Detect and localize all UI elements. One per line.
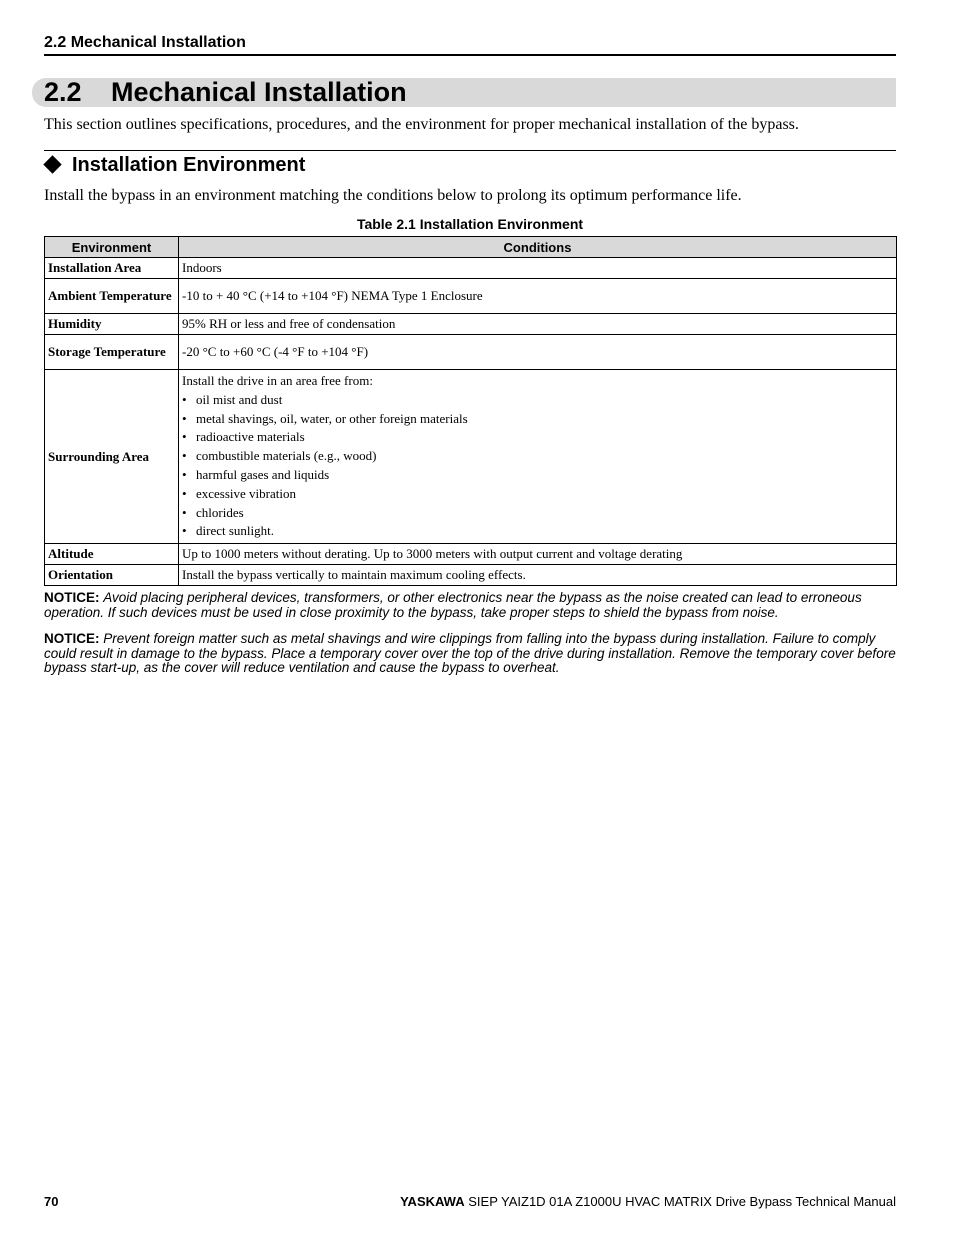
bullet-icon: •: [182, 504, 187, 520]
row-label: Ambient Temperature: [45, 279, 179, 314]
row-label: Altitude: [45, 544, 179, 565]
row-label: Humidity: [45, 314, 179, 335]
bullet-icon: •: [182, 466, 187, 482]
list-item-text: direct sunlight.: [196, 523, 274, 539]
table-row: [45, 258, 897, 279]
table-caption: Table 2.1 Installation Environment: [356, 216, 584, 232]
list-item-text: combustible materials (e.g., wood): [196, 448, 377, 464]
table-row: [45, 370, 897, 544]
row-value: Install the bypass vertically to maintain maximum cooling effects.: [179, 565, 897, 586]
table-row: [45, 279, 897, 314]
notice-label: NOTICE:: [44, 590, 100, 605]
list-item: [182, 466, 893, 485]
header-rule: [44, 54, 896, 56]
section-number: 2.2: [44, 77, 82, 107]
list-item: [182, 504, 893, 523]
table-header-environment: Environment: [45, 237, 179, 258]
list-item: [182, 391, 893, 410]
row-value: -10 to + 40 °C (+14 to +104 °F) NEMA Type 1 Enclosure: [179, 279, 897, 314]
list-item-text: excessive vibration: [196, 485, 296, 501]
row-label: Storage Temperature: [45, 335, 179, 370]
bullet-icon: •: [182, 391, 187, 407]
subsection-rule: [44, 150, 896, 151]
table-header-row: [45, 237, 897, 258]
bullet-icon: •: [182, 410, 187, 426]
list-item: [182, 522, 893, 541]
row-value: [179, 370, 897, 544]
notice-foreign-matter: [44, 632, 900, 676]
footer-manual-title: [400, 1194, 896, 1209]
bullet-icon: •: [182, 523, 187, 539]
list-item-text: radioactive materials: [196, 429, 305, 445]
subsection-intro: Install the bypass in an environment matching the conditions below to prolong its optimum performance life.: [44, 187, 742, 204]
row-value: 95% RH or less and free of condensation: [179, 314, 897, 335]
list-item: [182, 428, 893, 447]
bullet-icon: •: [182, 429, 187, 445]
bullet-icon: •: [182, 485, 187, 501]
surrounding-area-intro: Install the drive in an area free from:: [182, 373, 373, 388]
notice-noise: [44, 591, 900, 620]
footer-manual-name: SIEP YAIZ1D 01A Z1000U HVAC MATRIX Drive Bypass Technical Manual: [468, 1194, 896, 1209]
row-label: Orientation: [45, 565, 179, 586]
section-title: Mechanical Installation: [111, 77, 407, 107]
row-label: Surrounding Area: [45, 370, 179, 544]
list-item-text: harmful gases and liquids: [196, 466, 330, 482]
table-header-conditions: Conditions: [179, 237, 897, 258]
row-label: Installation Area: [45, 258, 179, 279]
footer-brand: YASKAWA: [400, 1194, 465, 1209]
table-row: [45, 565, 897, 586]
table-row: [45, 544, 897, 565]
subsection-title: Installation Environment: [72, 154, 306, 176]
list-item-text: oil mist and dust: [196, 391, 283, 407]
table-row: [45, 335, 897, 370]
list-item: [182, 447, 893, 466]
list-item-text: metal shavings, oil, water, or other foreign materials: [196, 410, 468, 426]
list-item-text: chlorides: [196, 504, 244, 520]
row-value: -20 °C to +60 °C (-4 °F to +104 °F): [179, 335, 897, 370]
page-number: 70: [44, 1194, 59, 1209]
section-intro: This section outlines specifications, procedures, and the environment for proper mechanical installation of the bypass.: [44, 116, 799, 133]
notice-text: Avoid placing peripheral devices, transformers, or other electronics near the bypass as the noise created can lead to erroneous operation. If such devices must be used in close proximity to the bypass, take proper steps to shield the bypass from noise.: [44, 590, 862, 620]
running-header-title: 2.2 Mechanical Installation: [44, 34, 246, 51]
notice-text: Prevent foreign matter such as metal shavings and wire clippings from falling into the bypass during installation. Failure to comply could result in damage to the bypass. Place a temporary cover over the top of the drive during installation. Remove the temporary cover before bypass start-up, as the cover will reduce ventilation and cause the bypass to overheat.: [44, 631, 896, 675]
list-item: [182, 410, 893, 429]
list-item: [182, 485, 893, 504]
row-value: Indoors: [179, 258, 897, 279]
installation-environment-table: [44, 236, 897, 586]
bullet-icon: •: [182, 448, 187, 464]
notice-label: NOTICE:: [44, 631, 100, 646]
diamond-bullet-icon: [43, 155, 61, 173]
row-value: Up to 1000 meters without derating. Up to 3000 meters with output current and voltage derating: [179, 544, 897, 565]
table-row: [45, 314, 897, 335]
